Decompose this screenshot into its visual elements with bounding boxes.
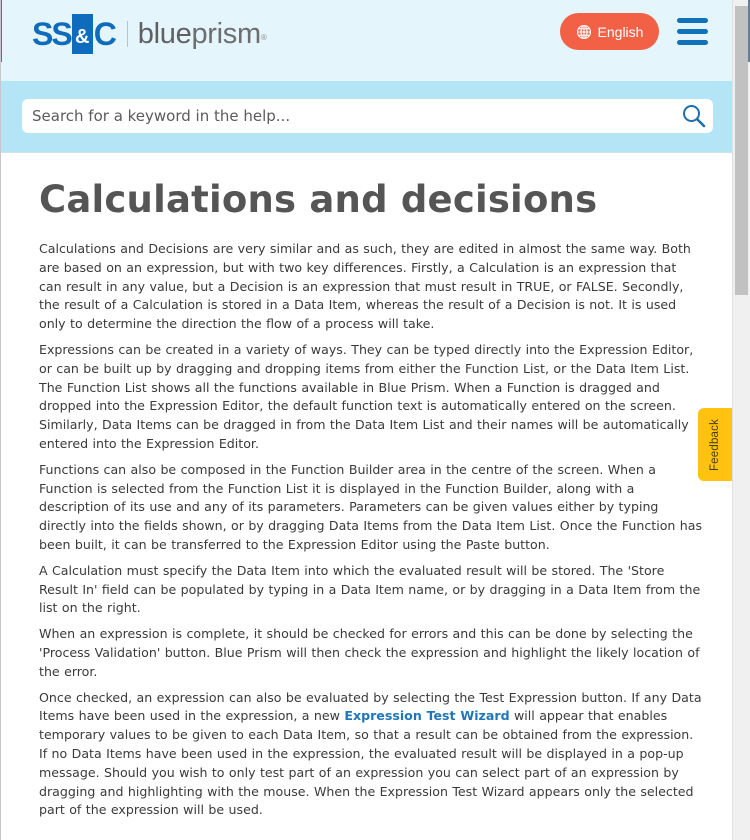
article-paragraph: Calculations and Decisions are very similar and as such, they are edited in almost the same way. Both are based on an expression, but with two key differences. Firstly, a Calculation is an expression that can result in any value, but a Decision is an expression that must result in TRUE, or FALSE. Secondly, the result of a Calculation is stored in a Data Item, whereas the result of a Decision is not. It is used only to determine the direction the flow of a process will take. <box>39 241 691 332</box>
search-input[interactable] <box>22 99 672 133</box>
hamburger-bar <box>677 29 708 34</box>
search-box <box>22 99 713 133</box>
language-button[interactable] <box>560 13 659 50</box>
article-paragraph: A Calculation must specify the Data Item into which the evaluated result will be stored. The 'Store Result In' field can be populated by typing in a Data Item name, or by dragging in a Data Item from the list on the right. <box>39 562 701 616</box>
ssc-blueprism-logo[interactable] <box>32 14 266 54</box>
expression-test-wizard-link[interactable]: Expression Test Wizard <box>344 708 510 724</box>
window-edge <box>1 0 2 62</box>
language-label: English <box>597 23 644 40</box>
article-paragraph: Expressions can be created in a variety of ways. They can be typed directly into the Expression Editor, or can be built up by dragging and dropping items from either the Function List, or the Data Item List. The Function List shows all the functions available in Blue Prism. When a Function is dragged and dropped into the Expression Editor, the default function text is automatically entered on the screen. Similarly, Data Items can be dragged in from the Data Item List and their names will be automatically entered into the Expression Editor. <box>39 341 694 451</box>
feedback-label: Feedback <box>709 418 722 471</box>
globe-icon <box>576 24 592 40</box>
ssc-logo-mark: SS & C <box>32 16 115 52</box>
blueprism-wordmark: blueprism® <box>137 18 267 50</box>
article-paragraph: When an expression is complete, it should be checked for errors and this can be done by selecting the 'Process Validation' button. Blue Prism will then check the expression and highlight the likely location of the error. <box>39 626 700 679</box>
search-icon[interactable] <box>681 103 707 129</box>
page-title: Calculations and decisions <box>39 178 598 221</box>
hamburger-menu-button[interactable] <box>677 18 708 46</box>
hamburger-menu-icon <box>677 18 708 23</box>
article-paragraph: Functions can also be composed in the Function Builder area in the centre of the screen. When a Function is selected from the Function List it is displayed in the Function Builder, along with a description of its use and any of its parameters. Parameters can be given values either by typing directly into the fields shown, or by dragging Data Items from the Data Item List. Once the Function has been built, it can be transferred to the Expression Editor using the Paste button. <box>39 461 703 552</box>
article-content <box>39 153 703 820</box>
logo-divider <box>127 21 128 47</box>
feedback-button[interactable] <box>698 408 732 481</box>
hamburger-bar <box>677 40 708 45</box>
search-bar-band <box>1 81 732 153</box>
article-paragraph: Once checked, an expression can also be evaluated by selecting the Test Expression button. If any Data Items have been used in the expression, a new Expression Test Wizard will appear that enables temporary values to be given to each Data Item, so that a result can be obtained from the expression. If no Data Items have been used in the expression, the evaluated result will be displayed in a pop-up message. Should you wish to only test part of an expression you can select part of an expression by dragging and highlighting with the mouse. When the Expression Test Wizard appears only the selected part of the expression will be used. <box>39 689 702 818</box>
scrollbar-thumb[interactable] <box>735 6 748 295</box>
site-header <box>1 0 732 81</box>
vertical-scrollbar[interactable] <box>732 0 750 840</box>
